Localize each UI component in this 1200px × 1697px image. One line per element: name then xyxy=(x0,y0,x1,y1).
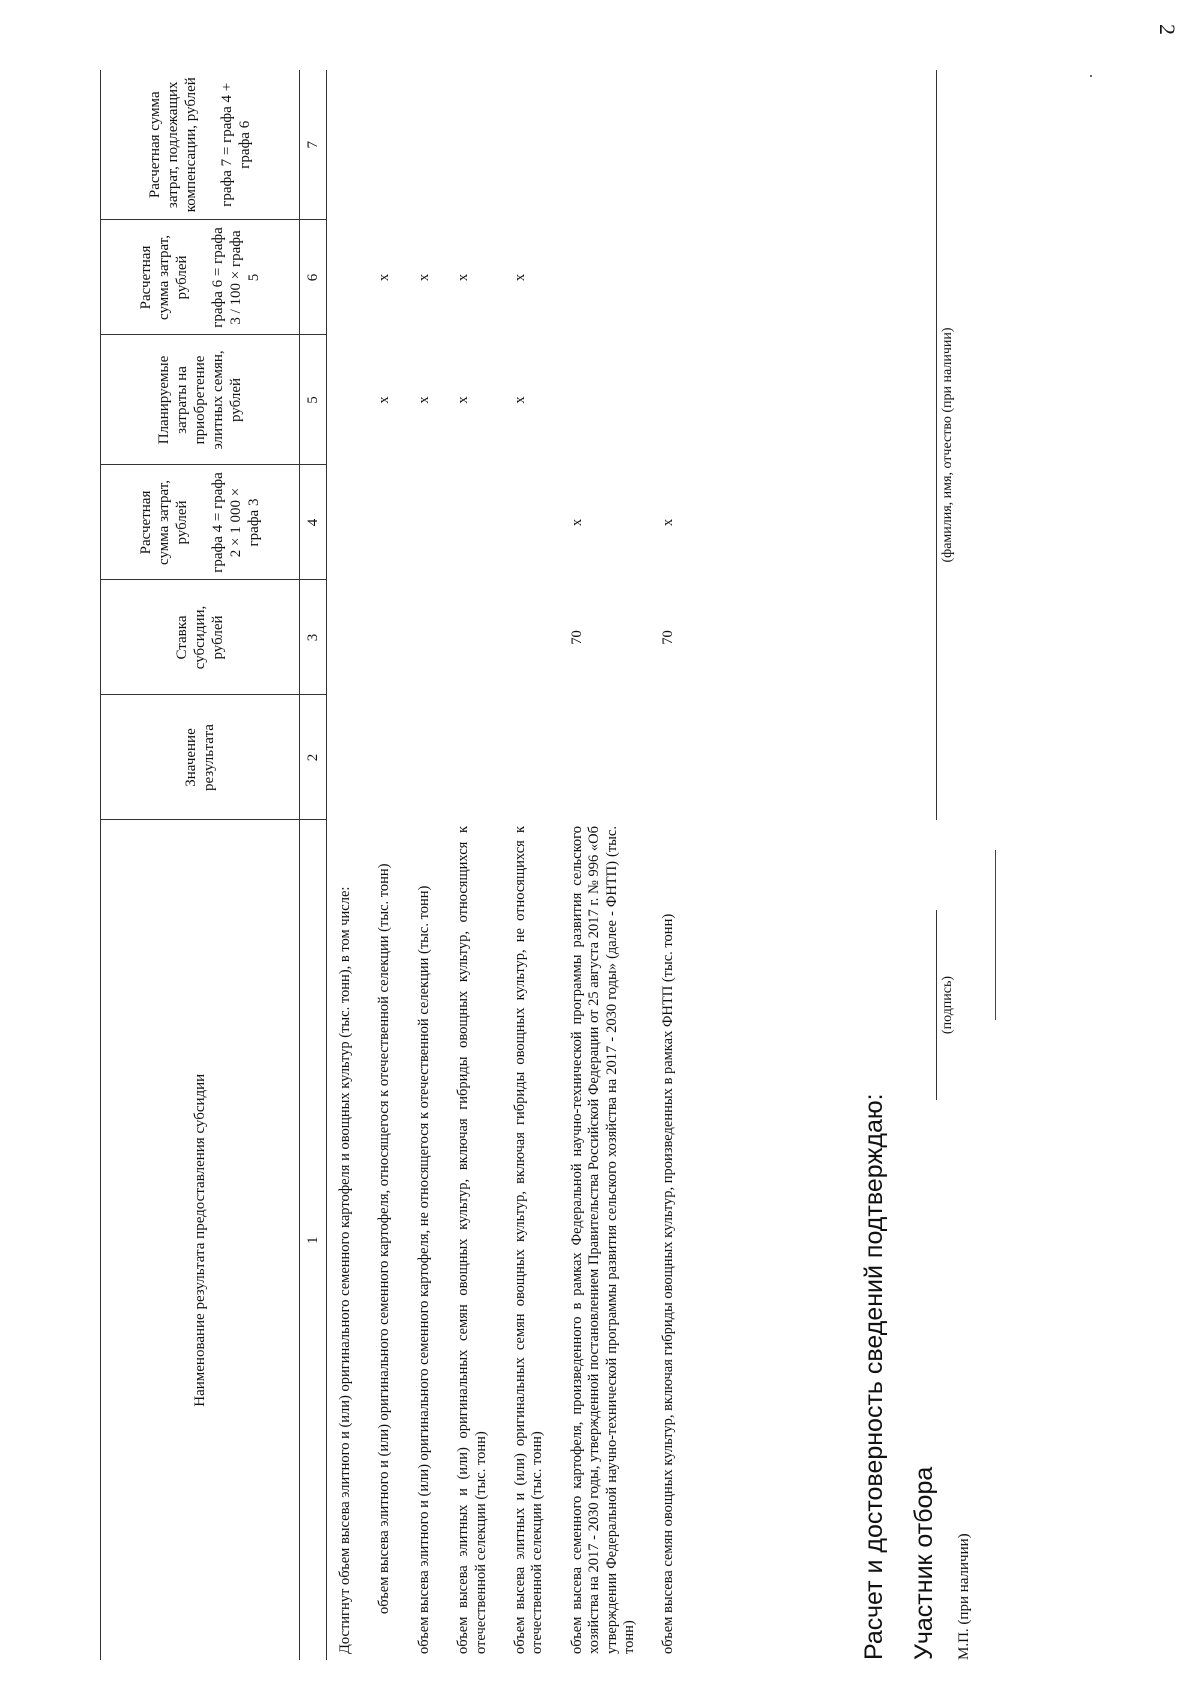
signature-caption: (подпись) xyxy=(940,975,955,1035)
column-number: 7 xyxy=(300,70,327,220)
signature-line xyxy=(936,910,937,1100)
column-number-row xyxy=(300,70,327,1660)
participant-label: Участник отбора xyxy=(910,1466,938,1660)
result-name-cell: объем высева элитного и (или) оригинального семенного картофеля, не относящегося к отечественной селекции (тыс. тонн) xyxy=(415,885,432,1654)
value-cell xyxy=(502,695,559,820)
planned-cell: х xyxy=(415,396,432,404)
cost6-cell: х xyxy=(455,273,472,282)
compensation-cell xyxy=(445,70,502,220)
rate-cell xyxy=(445,580,502,695)
header-result-name: Наименование результата предоставления субсидии xyxy=(101,820,300,1660)
value-cell xyxy=(445,695,502,820)
margin-divider xyxy=(995,850,996,1020)
result-name-cell: объем высева элитного и (или) оригинального семенного картофеля, относящегося к отечественной селекции (тыс. тонн) xyxy=(376,863,393,1614)
header-result-value: Значение результата xyxy=(101,695,300,820)
cost4-cell: х xyxy=(660,518,677,527)
cost6-cell xyxy=(650,220,689,335)
table-row xyxy=(559,70,651,1660)
cost4-cell xyxy=(445,465,502,580)
rate-cell: 70 xyxy=(568,630,585,645)
value-cell xyxy=(650,695,689,820)
compensation-cell xyxy=(559,70,651,220)
cost4-cell: х xyxy=(568,518,585,527)
cost4-cell xyxy=(366,465,405,580)
table-row xyxy=(406,70,445,1660)
rate-cell xyxy=(406,580,445,695)
planned-cell: х xyxy=(511,396,528,404)
value-cell xyxy=(327,695,367,820)
result-name-cell: Достигнут объем высева элитного и (или) оригинального семенного картофеля и овощных культур (тыс. тонн), в том числе: xyxy=(337,886,353,1654)
value-cell xyxy=(406,695,445,820)
cost6-cell xyxy=(559,220,651,335)
rate-cell xyxy=(502,580,559,695)
planned-cell: х xyxy=(376,396,393,404)
cost4-cell xyxy=(327,465,367,580)
header-calculated-costs-4: Расчетная сумма затрат, рублей графа 4 = графа 2 × 1 000 × графа 3 xyxy=(101,465,300,580)
table-row xyxy=(366,70,405,1660)
header-calculated-costs-6: Расчетная сумма затрат, рублей графа 6 = графа 3 / 100 × графа 5 xyxy=(101,220,300,335)
compensation-cell xyxy=(406,70,445,220)
column-number: 3 xyxy=(300,580,327,695)
result-name-cell: объем высева семенного картофеля, произведенного в рамках Федеральной научно-технической программы развития сельского хозяйства на 2017 - 2030 годы, утвержденной постановлением Правительства Российской Федерации от 25 августа 2017 г. № 996 «Об утверждении Федеральной научно-технической программы развития сельского хозяйства на 2017 - 2030 годы» (далее - ФНТП) (тыс. тонн) xyxy=(568,826,637,1654)
compensation-cell xyxy=(366,70,405,220)
column-number: 6 xyxy=(300,220,327,335)
confirmation-heading: Расчет и достоверность сведений подтверждаю: xyxy=(860,1093,888,1660)
column-number: 5 xyxy=(300,335,327,465)
header-subsidy-rate: Ставка субсидии, рублей xyxy=(101,580,300,695)
rotated-form xyxy=(100,70,1180,1660)
compensation-cell xyxy=(327,70,367,220)
column-number: 1 xyxy=(300,820,327,1660)
cost4-cell xyxy=(406,465,445,580)
header-planned-costs: Планируемые затраты на приобретение элитных семян, рублей xyxy=(101,335,300,465)
table-row xyxy=(650,70,689,1660)
full-name-line xyxy=(936,70,937,820)
cost4-cell xyxy=(502,465,559,580)
subsidy-calculation-table xyxy=(100,70,690,1660)
page-number: 2 xyxy=(1155,24,1180,35)
table-row xyxy=(327,70,367,1660)
cost6-cell xyxy=(327,220,367,335)
rate-cell xyxy=(366,580,405,695)
result-name-cell: объем высева элитных и (или) оригинальных семян овощных культур, включая гибриды овощных культур, относящихся к отечественной селекции (тыс. тонн) xyxy=(455,826,489,1654)
result-name-cell: объем высева семян овощных культур, включая гибриды овощных культур, произведенных в рамках ФНТП (тыс. тонн) xyxy=(660,913,677,1654)
planned-cell xyxy=(650,335,689,465)
cost6-cell: х xyxy=(376,273,393,282)
table-header-row xyxy=(101,70,300,1660)
planned-cell xyxy=(327,335,367,465)
header-compensation-sum: Расчетная сумма затрат, подлежащих компенсации, рублей графа 7 = графа 4 + графа 6 xyxy=(101,70,300,220)
compensation-cell xyxy=(650,70,689,220)
table-row xyxy=(445,70,502,1660)
rate-cell xyxy=(327,580,367,695)
compensation-cell xyxy=(502,70,559,220)
full-name-caption: (фамилия, имя, отчество (при наличии) xyxy=(940,327,955,563)
rate-cell: 70 xyxy=(660,630,677,645)
stamp-label: М.П. (при наличии) xyxy=(956,1533,972,1660)
planned-cell xyxy=(559,335,651,465)
cost6-cell: х xyxy=(511,273,528,282)
table-row xyxy=(502,70,559,1660)
value-cell xyxy=(366,695,405,820)
result-name-cell: объем высева элитных и (или) оригинальных семян овощных культур, включая гибриды овощных культур, не относящихся к отечественной селекции (тыс. тонн) xyxy=(511,826,546,1654)
column-number: 4 xyxy=(300,465,327,580)
column-number: 2 xyxy=(300,695,327,820)
cost6-cell: х xyxy=(415,273,432,282)
planned-cell: х xyxy=(455,396,472,404)
value-cell xyxy=(559,695,651,820)
